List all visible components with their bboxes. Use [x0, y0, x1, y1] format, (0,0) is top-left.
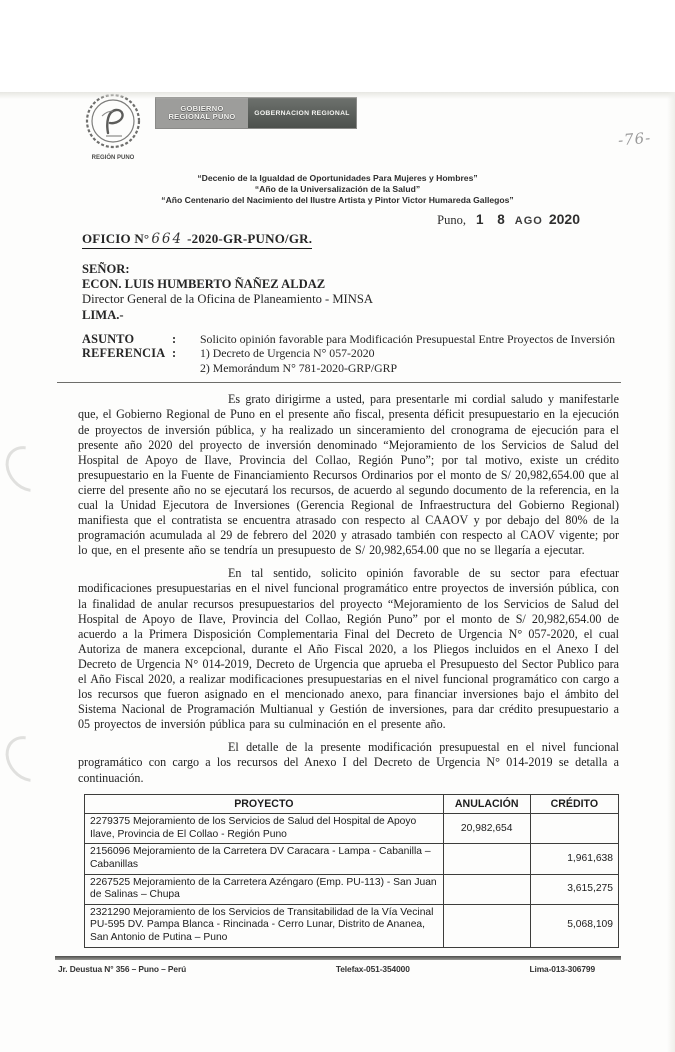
- anulacion-cell: [443, 874, 530, 904]
- body-paragraph: Es grato dirigirme a usted, para presentarle mi cordial saludo y manifestarle que, el Gobierno Regional de Puno en el presente año fiscal, presenta déficit presupuestario en la ejecución de proyectos de inversión pública, y ha realizado un sinceramiento del cronograma de ejecución para el presente año 2020 del proyecto de inversión denominado “Mejoramiento de los Servicios de Salud del Hospital de Apoyo de Ilave, Provincia del Collao, Región Puno”; por tal motivo, existe un crédito presupuestario en la Fuente de Financiamiento Recursos Ordinarios por el monto de S/ 20,982,654.00 que al cierre del presente año no se ejecutará los recursos, de acuerdo al segundo documento de la referencia, en la cual la Unidad Ejecutora de Inversiones (Gerencia Regional de Infraestructura del Gobierno Regional) manifiesta que el contratista se encuentra atrasado con respecto al CAAOV y por debajo del 80% de la programación acumulada al 29 de febrero del 2020 y atrasado también con respecto al CAOV vigente; por lo que, en el presente año se tendría un presupuesto de S/ 20,982,654.00 que no se llegaría a ejecutar.: [78, 392, 619, 558]
- table-row: [85, 874, 619, 904]
- footer-lima-phone: Lima-013-306799: [529, 963, 595, 974]
- table-row: [85, 904, 619, 947]
- quote-line: “Año Centenario del Nacimiento del Ilustre Artista y Pintor Victor Humareda Gallegos”: [161, 195, 514, 205]
- credito-cell: 5,068,109: [530, 904, 618, 947]
- date-stamp: [476, 211, 580, 228]
- banner-gobierno-regional: GOBIERNO REGIONAL PUNO: [156, 98, 248, 128]
- letterhead: [82, 92, 675, 164]
- reference-row: [82, 346, 618, 361]
- recipient-name: ECON. LUIS HUMBERTO ÑAÑEZ ALDAZ: [82, 277, 326, 292]
- reference-colon: :: [172, 346, 177, 361]
- recipient-title: Director General de la Oficina de Planeamiento - MINSA: [82, 292, 373, 307]
- credito-cell: [530, 814, 618, 844]
- official-year-quotes: [0, 173, 675, 206]
- quote-line: “Decenio de la Igualdad de Oportunidades Para Mujeres y Hombres”: [197, 173, 478, 183]
- credito-cell: 1,961,638: [530, 844, 618, 874]
- table-row: [85, 844, 619, 874]
- oficio-number-line: [82, 231, 675, 249]
- oficio-suffix: -2020-GR-PUNO/GR.: [187, 231, 313, 246]
- body-paragraph: El detalle de la presente modificación presupuestal en el nivel funcional programático con cargo a los recursos del Anexo I del Decreto de Urgencia N° 014-2019 se detalla a continuación.: [78, 740, 619, 785]
- recipient-salutation: SEÑOR:: [82, 262, 130, 276]
- budget-modification-table: [84, 794, 619, 948]
- subject-text: Solicito opinión favorable para Modificación Presupuestal Entre Proyectos de Inversión: [200, 331, 616, 346]
- reference-item: 2) Memorándum N° 781-2020-GRP/GRP: [200, 360, 398, 375]
- pencil-margin-mark: [0, 727, 60, 791]
- page-footer: [58, 964, 595, 974]
- handwritten-page-number: -76-: [617, 128, 652, 150]
- oficio-handwritten-number: 664: [151, 231, 184, 247]
- svg-text:REGIÓN PUNO: REGIÓN PUNO: [91, 155, 135, 161]
- letter-body: [78, 392, 619, 785]
- body-paragraph: En tal sentido, solicito opinión favorable de su sector para efectuar modificaciones presupuestarias en el nivel funcional programático entre proyectos de inversión pública, con la finalidad de anular recursos presupuestarios del proyecto “Mejoramiento de los Servicios de Salud del Hospital de Apoyo de Ilave, Provincia del Collao, Región Puno” por el monto de S/ 20,982,654.00 de acuerdo a la Primera Disposición Complementaria Final del Decreto de Urgencia N° 057-2020, el cual Autoriza de manera excepcional, durante el Año Fiscal 2020, a los Pliegos incluidos en el Anexo I del Decreto de Urgencia N° 014-2019, Decreto de Urgencia que aprueba el Presupuesto del Sector Publico para el Año Fiscal 2020, a realizar modificaciones presupuestarias en el nivel funcional programático con cargo a los recursos que fueron asignado en el mencionado anexo, para financiar inversiones bajo el ámbito del Sistema Nacional de Programación Multianual y Gestión de inversiones, para dar crédito presupuestario a 05 proyectos de inversión pública para su culminación en el presente año.: [78, 566, 619, 732]
- date-place: Puno,: [437, 213, 466, 227]
- stamp-month: AGO: [514, 215, 543, 227]
- column-header-proyecto: PROYECTO: [85, 794, 444, 814]
- anulacion-cell: [443, 904, 530, 947]
- footer-address: Jr. Deustua N° 356 – Puno – Perú: [58, 963, 187, 974]
- scanned-oficio-page: [0, 92, 675, 1052]
- anulacion-cell: 20,982,654: [443, 814, 530, 844]
- project-cell: 2321290 Mejoramiento de los Servicios de Transitabilidad de la Vía Vecinal PU-595 DV. Pampa Blanca - Rincinada - Cerro Lunar, Distrito de Ananea, San Antonio de Putina – Puno: [85, 904, 444, 947]
- footer-telefax: Telefax-051-354000: [335, 963, 410, 974]
- regional-seal-icon: [82, 92, 144, 164]
- pencil-margin-mark: [0, 437, 60, 501]
- table-header-row: [85, 794, 619, 814]
- footer-divider: [55, 956, 621, 960]
- header-divider: [57, 382, 621, 383]
- reference-label: REFERENCIA: [82, 346, 166, 361]
- project-cell: 2156096 Mejoramiento de la Carretera DV Caracara - Lampa - Cabanilla – Cabanillas: [85, 844, 444, 874]
- project-cell: 2267525 Mejoramiento de la Carretera Azéngaro (Emp. PU-113) - San Juan de Salinas – Chupa: [85, 874, 444, 904]
- subject-colon: :: [172, 331, 177, 346]
- oficio-prefix: OFICIO N°: [82, 231, 150, 246]
- recipient-city: LIMA.-: [82, 307, 124, 322]
- anulacion-cell: [443, 844, 530, 874]
- banner-gobernacion-regional: GOBERNACION REGIONAL: [248, 98, 356, 128]
- subject-row: [82, 332, 618, 347]
- subject-reference-block: [82, 332, 618, 376]
- letterhead-banner: [156, 98, 356, 128]
- recipient-block: [82, 262, 675, 323]
- reference-row: [82, 361, 618, 376]
- dateline: [0, 211, 580, 229]
- stamp-year: 2020: [548, 211, 580, 227]
- credito-cell: 3,615,275: [530, 874, 618, 904]
- stamp-day: 1 8: [476, 212, 510, 227]
- table-row: [85, 814, 619, 844]
- reference-item: 1) Decreto de Urgencia N° 057-2020: [200, 346, 375, 361]
- project-cell: 2279375 Mejoramiento de los Servicios de Salud del Hospital de Apoyo Ilave, Provincia de El Collao - Región Puno: [85, 814, 444, 844]
- quote-line: “Año de la Universalización de la Salud”: [254, 184, 421, 194]
- column-header-anulacion: ANULACIÓN: [443, 794, 530, 814]
- subject-label: ASUNTO: [82, 331, 135, 346]
- column-header-credito: CRÉDITO: [530, 794, 618, 814]
